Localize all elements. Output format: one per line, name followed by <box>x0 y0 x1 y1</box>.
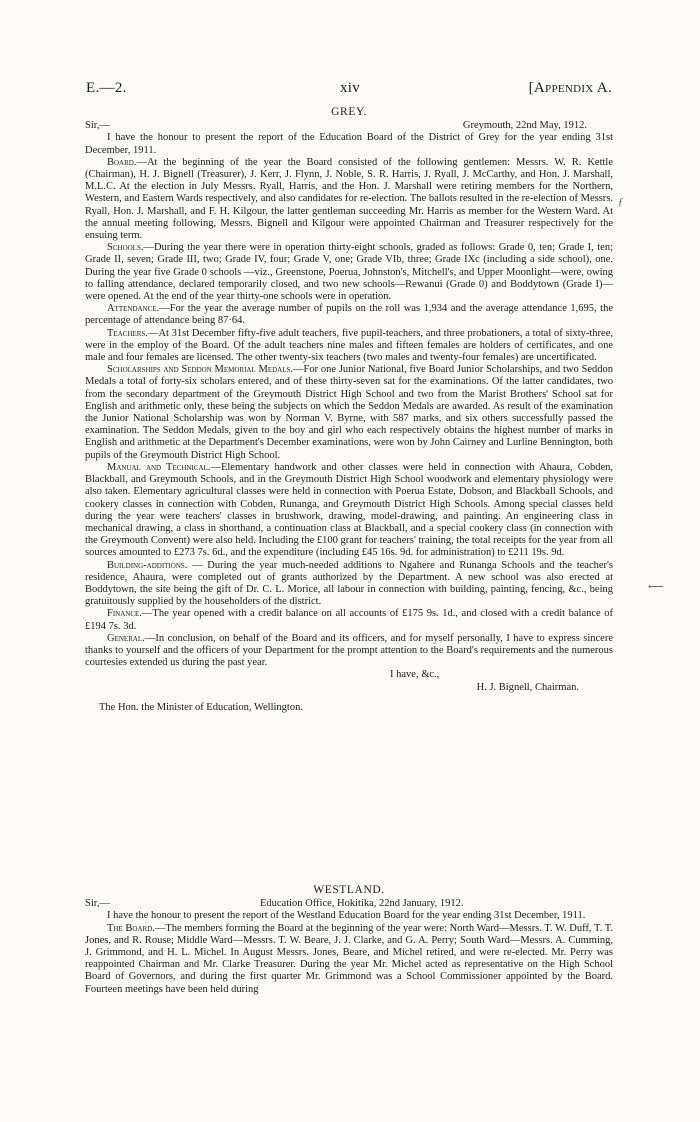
grey-salutation: Sir,— <box>85 120 110 132</box>
margin-mark-arrow: ⟵ <box>648 581 664 593</box>
westland-salutation: Sir,— <box>85 898 110 910</box>
westland-intro: I have the honour to present the report of the Westland Education Board for the year ending 31st December, 1911. <box>107 910 586 922</box>
grey-intro: I have the honour to present the report of the Education Board of the District of Grey for the year ending 31st December, 1911. <box>85 132 613 156</box>
westland-heading-board: The Board. <box>107 922 155 934</box>
grey-heading-manual-technical: Manual and Technical. <box>107 461 211 473</box>
westland-paragraph-board: The Board.—The members forming the Board at the beginning of the year were: North Ward—Messrs. T. W. Duff, T. T. Jones, and R. Rouse; Middle Ward—Messrs. T. W. Beare, J. J. Clarke, and G. A. Perry; South Ward—Messrs. A. Cumming, J. Grimmond, and H. L. Michel. In August Messrs. Jones, Beare, and Michel retired, and were re-elected. Mr. Perry was reappointed Chairman and Mr. Clarke Treasurer. During the year Mr. Michel acted as representative on the High School Board of Governors, and during the first quarter Mr. Grimmond was a School Commissioner appointed by the Board. Fourteen meetings have been held during <box>85 922 613 995</box>
grey-paragraph-attendance: Attendance.—For the year the average number of pupils on the roll was 1,934 and the average attendance 1,695, the percentage of attendance being 87·64. <box>85 303 613 327</box>
grey-paragraph-building: Building-additions. — During the year much-needed additions to Ngahere and Runanga Schools and the teacher's residence, Ahaura, were completed out of grants authorized by the Department. A new school was also erected at Boddytown, the site being the gift of Dr. C. L. Morice, all labour in connection with building, painting, fencing, &c., being gratuitously supplied by the householders of the district. <box>85 559 613 608</box>
grey-report <box>85 106 613 714</box>
grey-paragraph-scholarships: Scholarships and Seddon Memorial Medals.—For one Junior National, five Board Junior Scholarships, and two Seddon Medals a total of forty-six scholars entered, and of these thirty-seven sat for the examinations. Of the latter candidates, two from the secondary department of the Greymouth District High School and two from the Marist Brothers' School sat for English and arithmetic only, these being the subjects on which the Seddon Medals are awarded. As result of the examination the Junior National Scholarship was won by Norman V. Byrne, with 587 marks, and six others successfully passed the examination. The Seddon Medals, given to the boy and girl who each respectively obtains the highest number of marks in English and arithmetic at the Department's December examinations, were won by John Cairney and Lurline Bennington, both pupils of the Greymouth District High School. <box>85 364 613 461</box>
grey-place-date: Greymouth, 22nd May, 1912. <box>462 120 587 132</box>
grey-paragraph-teachers: Teachers.—At 31st December fifty-five adult teachers, five pupil-teachers, and three probationers, a total of sixty-three, were in the employ of the Board. Of the adult teachers nine males and fifteen females are holders of certificates, and one male and four females are licensed. The other twenty-six teachers (two males and twenty-four females) are uncertificated. <box>85 327 613 364</box>
grey-paragraph-general: General.—In conclusion, on behalf of the Board and its officers, and for myself personally, I have to express sincere thanks to yourself and the officers of your Department for the prompt attention to the Board's requirements and the numerous courtesies extended us during the past year. <box>85 632 613 669</box>
grey-addressee: The Hon. the Minister of Education, Wellington. <box>99 701 303 713</box>
westland-title: WESTLAND. <box>313 884 385 896</box>
grey-heading-board: Board. <box>107 156 137 168</box>
grey-paragraph-board: Board.—At the beginning of the year the Board consisted of the following gentlemen: Messrs. W. R. Kettle (Chairman), H. J. Bignell (Treasurer), J. Kerr, J. Flynn, J. Noble, S. R. Harris, J. Ryall, J. McCarthy, and Hon. J. Marshall, M.L.C. At the election in July Messrs. Ryall, Harris, and the Hon. J. Marshall were retiring members for the Northern, Western, and Eastern Wards respectively, and also candidates for re-election. The ballots resulted in the re-election of Messrs. Ryall, Hon. J. Marshall, and F. H. Kilgour, the latter gentleman succeeding Mr. Harris as member for the Western Ward. At the annual meeting following, Messrs. Bignell and Kilgour were appointed Chairman and Treasurer respectively for the ensuing term. <box>85 156 613 242</box>
grey-title: GREY. <box>331 106 367 118</box>
margin-mark-right: ƒ <box>618 196 624 208</box>
grey-heading-building: Building-additions. <box>107 559 188 571</box>
grey-heading-attendance: Attendance. <box>107 303 160 315</box>
header-page-number: xiv <box>339 80 361 96</box>
grey-paragraph-finance: Finance.—The year opened with a credit balance on all accounts of £175 9s. 1d., and closed with a credit balance of £194 7s. 3d. <box>85 608 613 632</box>
westland-report <box>85 884 613 996</box>
grey-paragraph-manual-technical: Manual and Technical.—Elementary handwork and other classes were held in connection with Ahaura, Cobden, Blackball, and Greymouth Schools, and in the Greymouth District High School woodwork and elementary physiology were also taken. Elementary agricultural classes were held in connection with Poerua Estate, Dobson, and Blackball Schools, and cookery classes in connection with Cobden, Runanga, and Greymouth District High Schools. Among special classes held during the year were teachers' classes in brushwork, drawing, model-drawing, and painting. An engineering class in mechanical drawing, a class in shorthand, a continuation class at Blackball, and a special cookery class (in connection with the Greymouth Convent) were also held. Including the £100 grant for teachers' training, the total receipts for the year from all sources amounted to £273 7s. 6d., and the expenditure (including £45 16s. 9d. for administration) to £211 19s. 9d. <box>85 461 614 559</box>
grey-signature: H. J. Bignell, Chairman. <box>476 681 579 693</box>
grey-heading-general: General. <box>107 632 145 644</box>
grey-closing: I have, &c., <box>390 669 440 681</box>
header-reference: E.—2. <box>86 80 127 96</box>
grey-salutation-line <box>85 120 613 132</box>
grey-heading-finance: Finance. <box>107 608 142 620</box>
header-appendix: [Appendix A. <box>528 80 612 96</box>
grey-paragraph-schools: Schools.—During the year there were in operation thirty-eight schools, graded as follows: Grade 0, ten; Grade I, ten; Grade II, seven; Grade III, two; Grade IV, four; Grade V, one; Grade VIb, three; Grade IXc (including a side school), one. During the year five Grade 0 schools —viz., Greenstone, Poerua, Johnston's, Mitchell's, and Upper Moonlight—were, owing to falling attendance, declared temporarily closed, and two new schools—Rewanui (Grade 0) and Boddytown (Grade I)—were opened. At the end of the year thirty-one schools were in operation. <box>85 242 613 303</box>
grey-heading-scholarships: Scholarships and Seddon Memorial Medals. <box>107 364 294 376</box>
westland-salutation-line <box>85 898 613 910</box>
grey-heading-teachers: Teachers. <box>107 327 148 339</box>
grey-heading-schools: Schools. <box>107 242 144 254</box>
westland-place-date: Education Office, Hokitika, 22nd January, 1912. <box>259 898 464 910</box>
